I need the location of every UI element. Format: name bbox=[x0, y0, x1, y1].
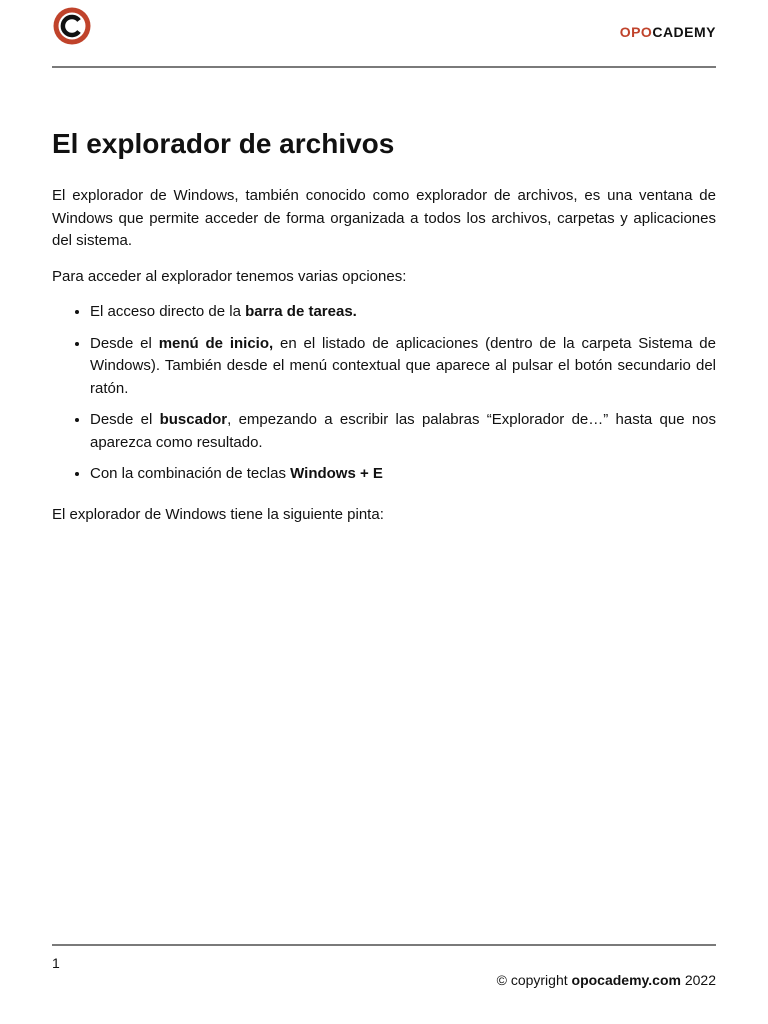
page-header bbox=[52, 6, 716, 46]
list-item: • Desde el buscador, empezando a escribir las palabras “Explorador de…” hasta que nos aparezca como resultado. bbox=[90, 409, 716, 454]
copyright-notice: © copyright opocademy.com 2022 bbox=[496, 972, 716, 988]
options-paragraph: Para acceder al explorador tenemos varias opciones: bbox=[52, 267, 407, 285]
copyright-c-logo-icon bbox=[52, 6, 92, 46]
options-list bbox=[52, 301, 716, 486]
list-item: • Con la combinación de teclas Windows + E bbox=[90, 463, 716, 486]
brand-accent: OPO bbox=[619, 24, 653, 40]
document-title: El explorador de archivos bbox=[52, 128, 395, 159]
document-body bbox=[52, 125, 716, 539]
footer-divider bbox=[52, 944, 716, 946]
brand-name bbox=[620, 24, 716, 40]
brand-rest: CADEMY bbox=[652, 24, 716, 40]
list-item: • Desde el menú de inicio, en el listado de aplicaciones (dentro de la carpeta Sistema de Windows). También desde el menú contextual que aparece al pulsar el botón secundario del ratón. bbox=[90, 333, 716, 401]
closing-paragraph: El explorador de Windows tiene la siguiente pinta: bbox=[52, 505, 384, 523]
header-divider bbox=[52, 66, 716, 68]
list-item: • El acceso directo de la barra de tareas. bbox=[90, 301, 716, 324]
copyright-site: opocademy.com bbox=[571, 972, 681, 988]
intro-paragraph: El explorador de Windows, también conocido como explorador de archivos, es una ventana de Windows que permite acceder de forma organizada a todos los archivos, carpetas y aplicaciones del sistema. bbox=[52, 187, 716, 249]
page-number: 1 bbox=[52, 955, 60, 971]
